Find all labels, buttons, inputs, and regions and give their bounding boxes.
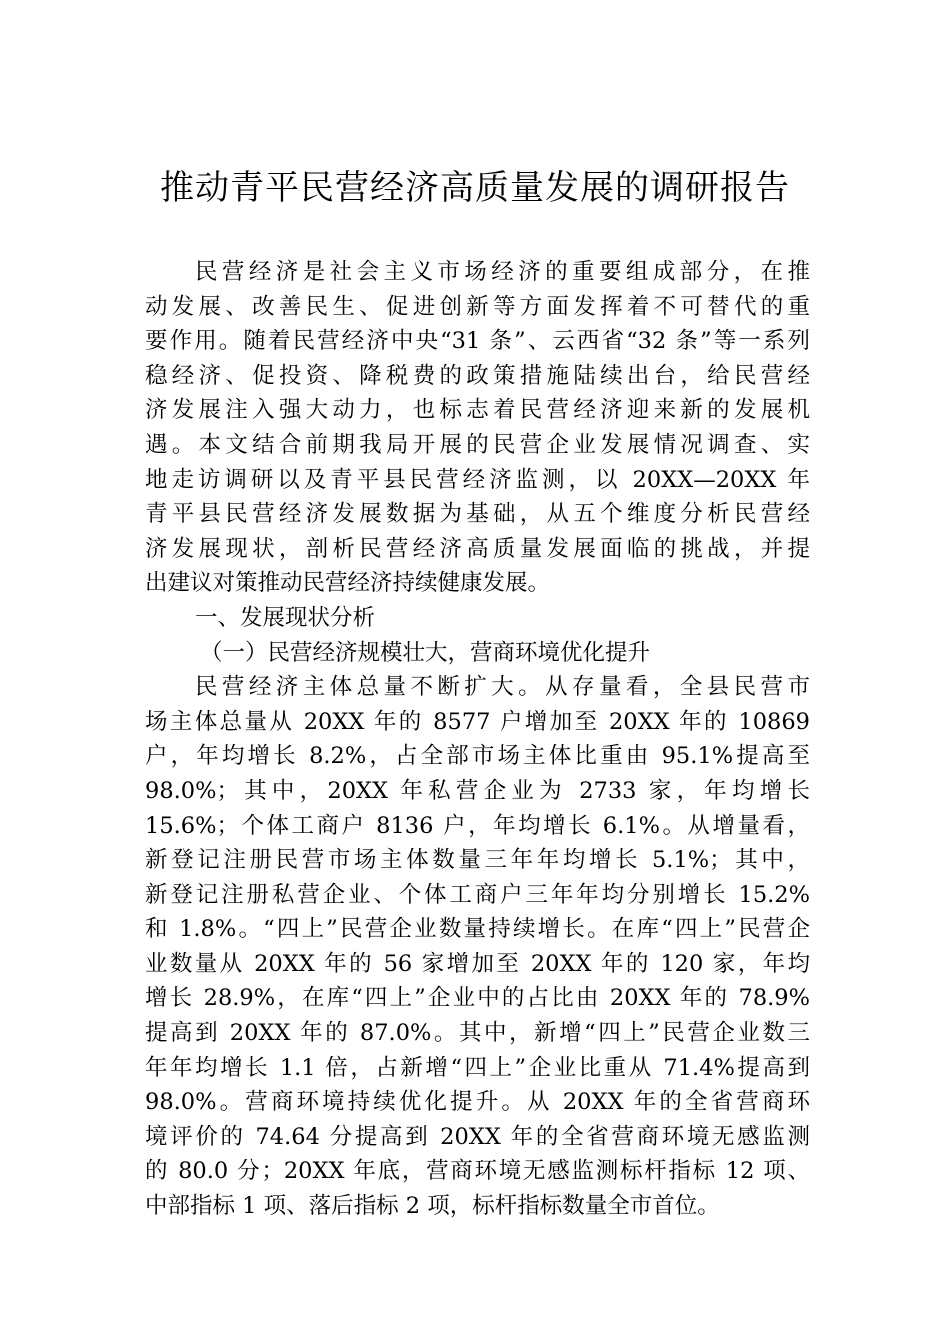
paragraph-line: 青平县民营经济发展数据为基础，从五个维度分析民营经 [145, 501, 810, 528]
paragraph-line: 增长 28.9%，在库“四上”企业中的占比由 20XX 年的 78.9% [145, 985, 810, 1012]
paragraph-line: 稳经济、促投资、降税费的政策措施陆续出台，给民营经 [145, 362, 810, 389]
paragraph-line: 新登记注册私营企业、个体工商户三年年均分别增长 15.2% [145, 881, 810, 908]
document-body [145, 255, 810, 1224]
paragraph-line: 地走访调研以及青平县民营经济监测，以 20XX—20XX 年 [145, 466, 810, 493]
paragraph-line: 场主体总量从 20XX 年的 8577 户增加至 20XX 年的 10869 [145, 708, 810, 735]
paragraph-line: 提高到 20XX 年的 87.0%。其中，新增“四上”民营企业数三 [145, 1020, 810, 1047]
paragraph-line: 济发展现状，剖析民营经济高质量发展面临的挑战，并提 [145, 535, 810, 562]
paragraph-line: 年年均增长 1.1 倍，占新增“四上”企业比重从 71.4%提高到 [145, 1054, 810, 1081]
paragraph-line: 98.0%；其中，20XX 年私营企业为 2733 家，年均增长 [145, 777, 810, 804]
paragraph-line: 和 1.8%。“四上”民营企业数量持续增长。在库“四上”民营企 [145, 916, 810, 943]
paragraph-line: 民营经济是社会主义市场经济的重要组成部分，在推 [195, 259, 810, 285]
paragraph-line: 15.6%；个体工商户 8136 户，年均增长 6.1%。从增量看， [145, 812, 810, 839]
document-title: 推动青平民营经济高质量发展的调研报告 [160, 168, 790, 208]
paragraph-line: 动发展、改善民生、促进创新等方面发挥着不可替代的重 [145, 293, 810, 320]
paragraph-line: 业数量从 20XX 年的 56 家增加至 20XX 年的 120 家，年均 [145, 950, 810, 977]
paragraph-line: 出建议对策推动民营经济持续健康发展。 [145, 570, 551, 597]
paragraph-line: 境评价的 74.64 分提高到 20XX 年的全省营商环境无感监测 [145, 1123, 810, 1150]
paragraph-line: 新登记注册民营市场主体数量三年年均增长 5.1%；其中， [145, 847, 810, 874]
paragraph-line: 遇。本文结合前期我局开展的民营企业发展情况调查、实 [145, 431, 810, 458]
paragraph-line: 98.0%。营商环境持续优化提升。从 20XX 年的全省营商环 [145, 1089, 810, 1116]
section-heading: 一、发展现状分析 [195, 604, 376, 631]
paragraph-line: 的 80.0 分；20XX 年底，营商环境无感监测标杆指标 12 项、 [145, 1158, 810, 1185]
paragraph-line: 户，年均增长 8.2%，占全部市场主体比重由 95.1%提高至 [145, 743, 810, 770]
paragraph-line: 济发展注入强大动力，也标志着民营经济迎来新的发展机 [145, 397, 810, 424]
paragraph-line: 民营经济主体总量不断扩大。从存量看，全县民营市 [195, 674, 810, 701]
paragraph-line: 要作用。随着民营经济中央“31 条”、云西省“32 条”等一系列 [145, 328, 810, 355]
paragraph-line: 中部指标 1 项、落后指标 2 项，标杆指标数量全市首位。 [145, 1193, 720, 1220]
subsection-heading: （一）民营经济规模壮大，营商环境优化提升 [200, 639, 651, 666]
